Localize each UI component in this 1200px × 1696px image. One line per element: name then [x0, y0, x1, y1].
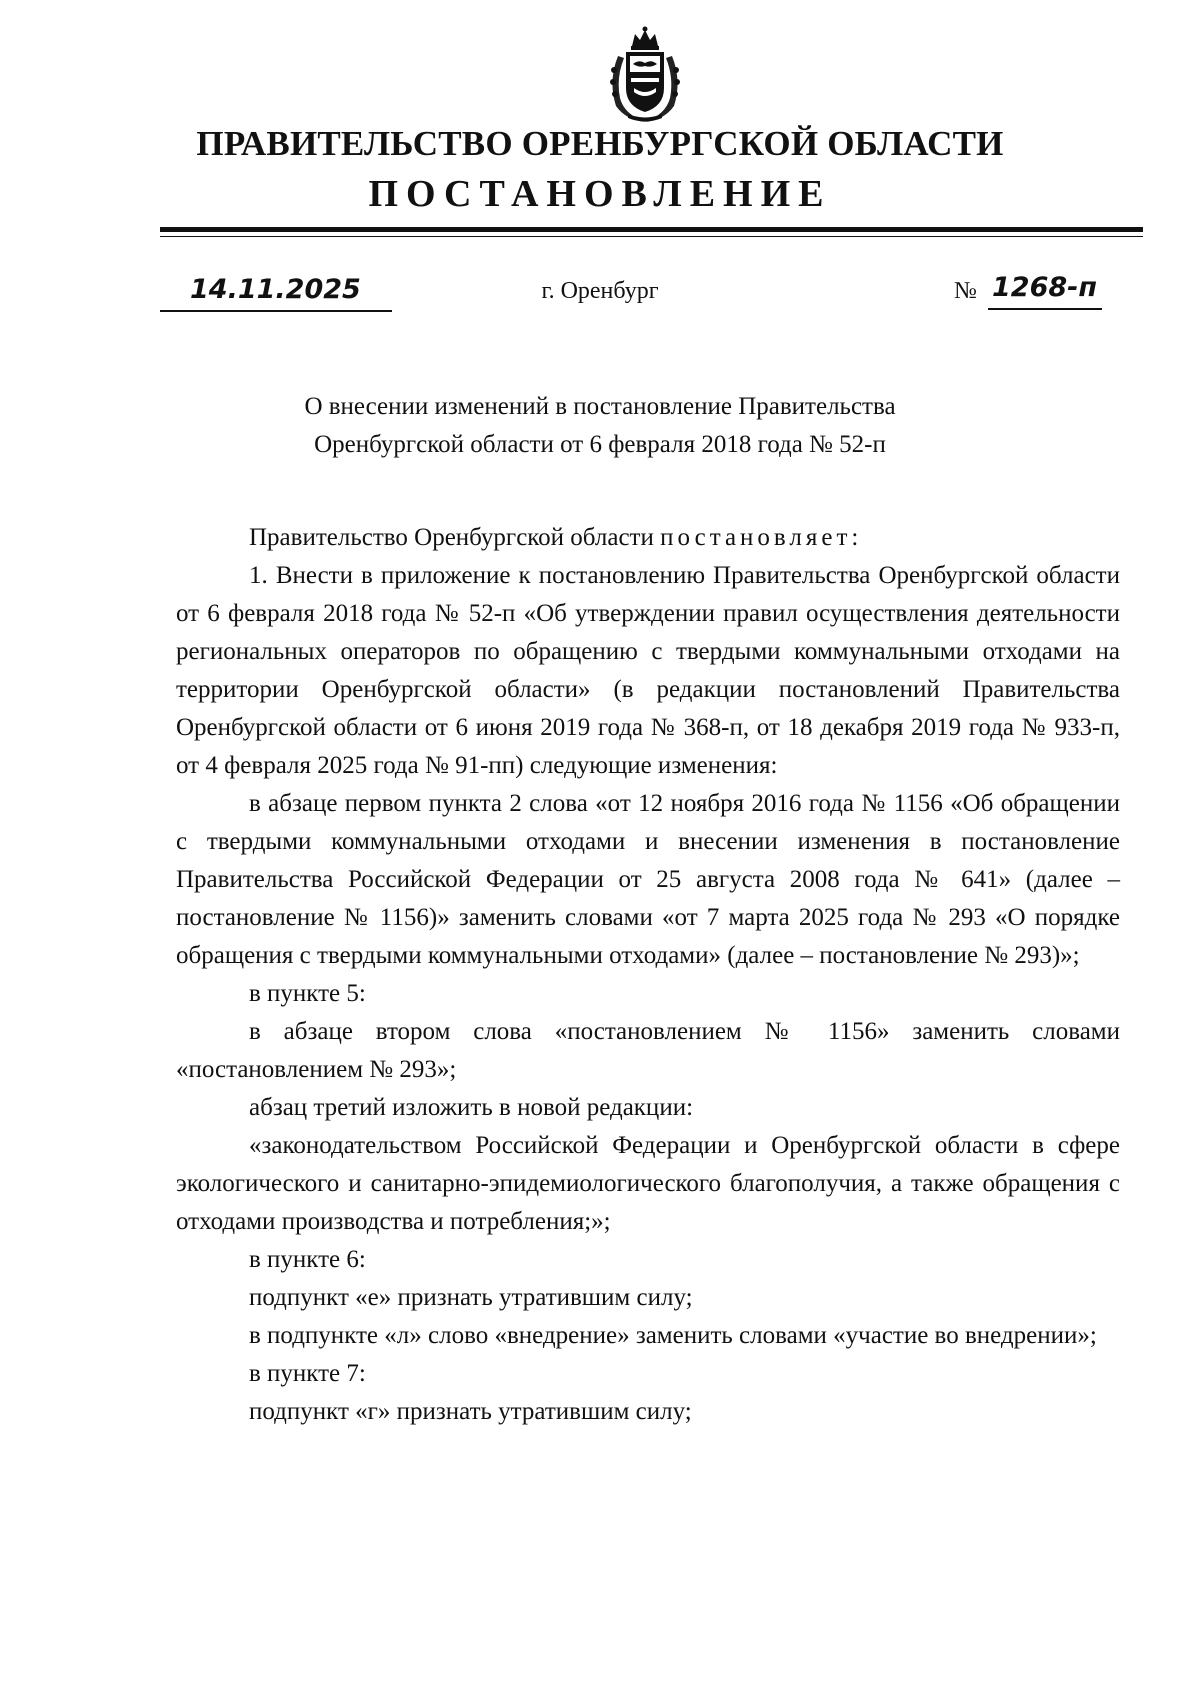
body-paragraph: в пункте 5:: [249, 980, 366, 1007]
intro-verb: постановляет:: [660, 524, 863, 551]
handwritten-date: 14.11.2025: [190, 274, 361, 305]
body-paragraph: в абзаце первом пункта 2 слова «от 12 ноября 2016 года № 1156 «Об обращении с твердыми коммунальными отходами и внесении изменения в постановление Правительства Российской Федерации от 25 августа 2008 года № 641» (далее – постановление № 1156)» заменить словами «от 7 марта 2025 года № 293 «О порядке обращения с твердыми коммунальными отходами» (далее – постановление № 293)»;: [176, 790, 1120, 969]
body-paragraph: в подпункте «л» слово «внедрение» заменить словами «участие во внедрении»;: [249, 1322, 1097, 1349]
body-paragraph: абзац третий изложить в новой редакции:: [249, 1094, 694, 1121]
number-label: №: [954, 278, 977, 304]
body-paragraph: подпункт «е» признать утратившим силу;: [249, 1284, 693, 1311]
body-paragraph: подпункт «г» признать утратившим силу;: [249, 1398, 692, 1425]
handwritten-number: 1268-п: [992, 272, 1098, 303]
body-paragraph: «законодательством Российской Федерации и Оренбургской области в сфере экологического и санитарно-эпидемиологического благополучия, а также обращения с отходами производства и потребления;»;: [176, 1132, 1120, 1235]
intro-paragraph: [176, 519, 1120, 557]
body-paragraph: в пункте 7:: [249, 1360, 366, 1387]
city-label: г. Оренбург: [541, 278, 659, 304]
body-paragraph: 1. Внести в приложение к постановлению Правительства Оренбургской области от 6 февраля 2018 года № 52-п «Об утверждении правил осуществления деятельности региональных операторов по обращению с твердыми коммунальными отходами на территории Оренбургской области» (в редакции постановлений Правительства Оренбургской области от 6 июня 2019 года № 368-п, от 18 декабря 2019 года № 933-п, от 4 февраля 2025 года № 91-пп) следующие изменения:: [176, 562, 1120, 779]
body-paragraph: в абзаце втором слова «постановлением № 1156» заменить словами «постановлением № 293»;: [176, 1018, 1120, 1083]
header-rule-thick: [160, 227, 1143, 232]
subject-line: Оренбургской области от 6 февраля 2018 года № 52-п: [314, 431, 886, 458]
intro-lead: Правительство Оренбургской области: [249, 524, 654, 551]
subject-line: О внесении изменений в постановление Правительства: [304, 393, 896, 420]
number-field: [988, 272, 1102, 310]
body-paragraph: в пункте 6:: [249, 1246, 366, 1273]
organization-title: ПРАВИТЕЛЬСТВО ОРЕНБУРГСКОЙ ОБЛАСТИ: [196, 124, 1004, 163]
header-rule-thin: [160, 236, 1143, 237]
document-subject: [0, 388, 1200, 464]
coat-of-arms-emblem: [604, 26, 686, 124]
document-body: [176, 519, 1120, 1431]
document-type-heading: ПОСТАНОВЛЕНИЕ: [368, 173, 832, 215]
